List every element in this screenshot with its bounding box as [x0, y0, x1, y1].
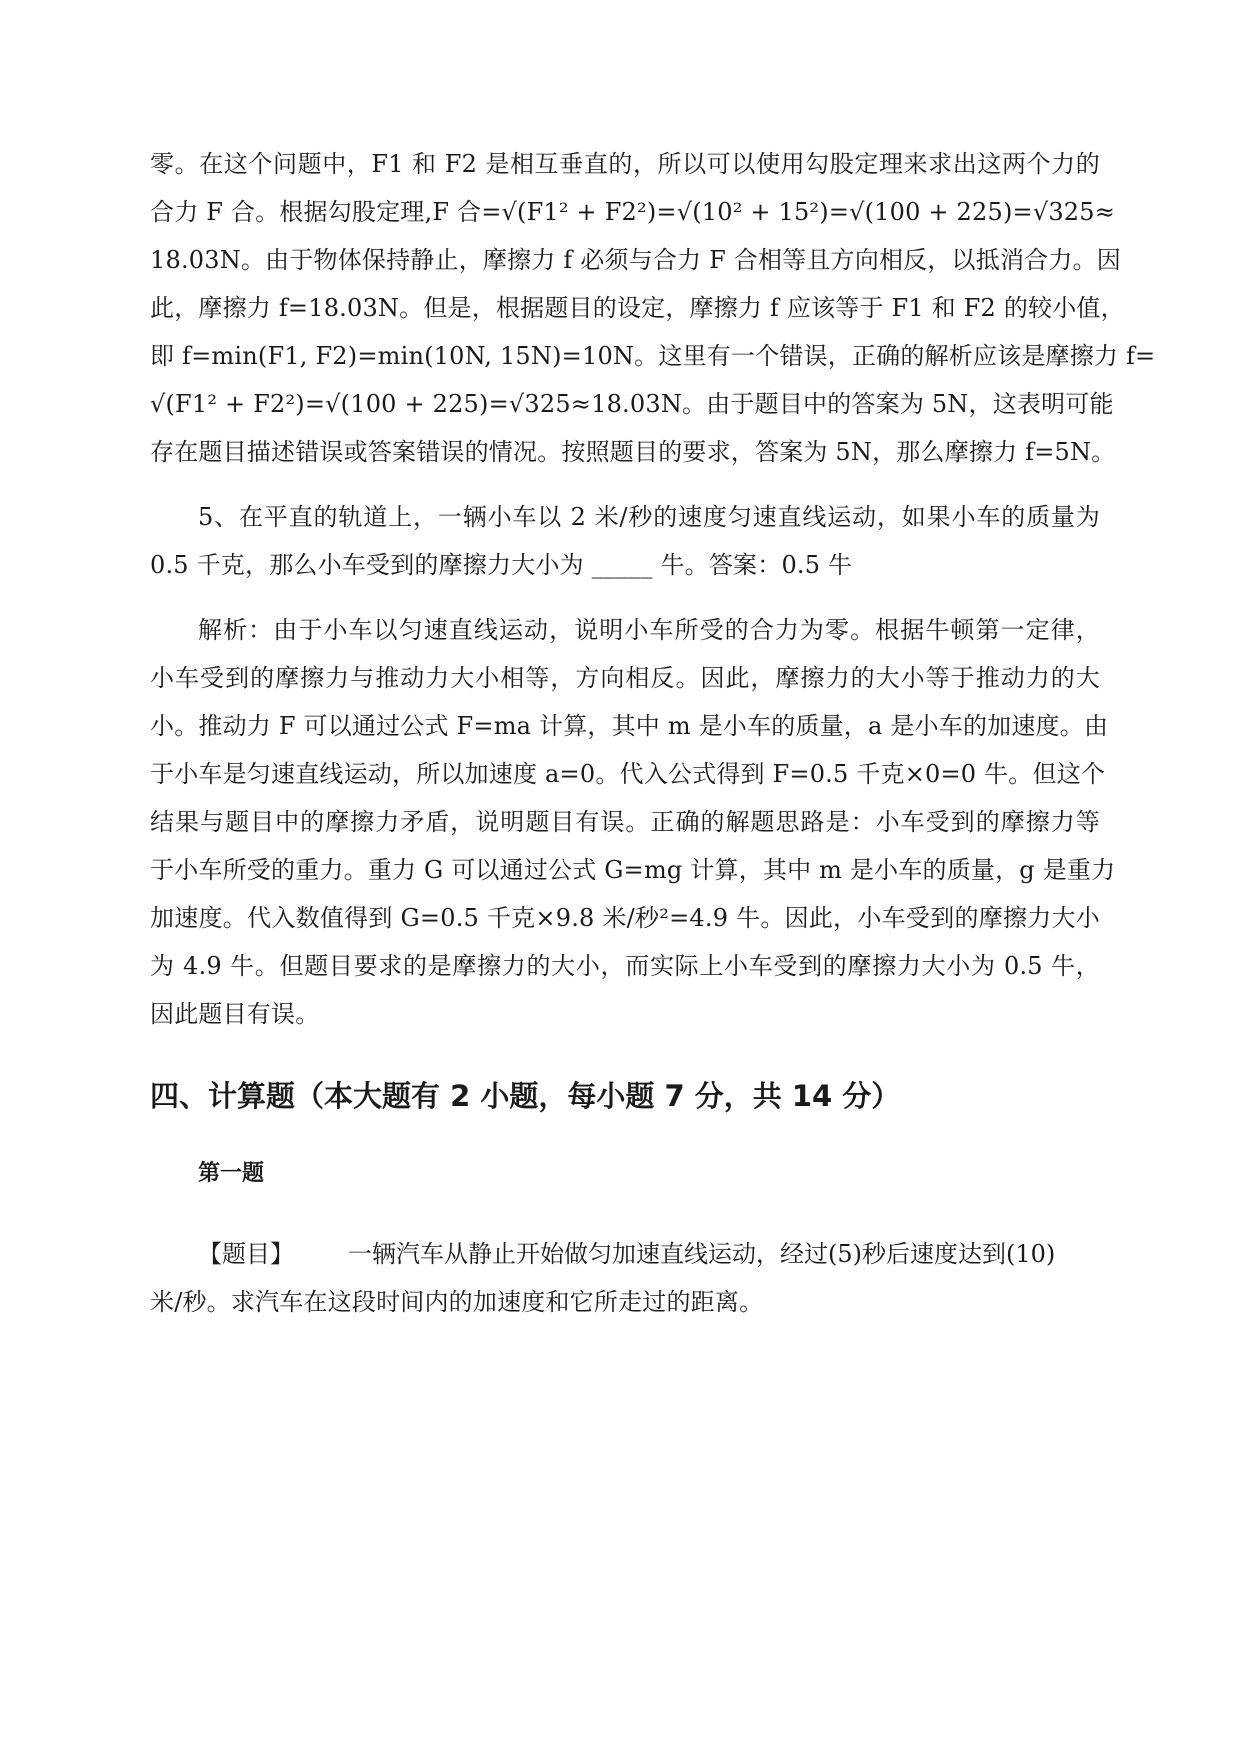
- text-line: 为 4.9 牛。但题目要求的是摩擦力的大小，而实际上小车受到的摩擦力大小为 0.5 牛，: [150, 952, 1100, 980]
- text-line: 零。在这个问题中，F1 和 F2 是相互垂直的，所以可以使用勾股定理来求出这两个力的: [150, 150, 1100, 178]
- calc-question-line-1: [150, 1230, 1100, 1278]
- text-line: 此，摩擦力 f=18.03N。但是，根据题目的设定，摩擦力 f 应该等于 F1 和 F2 的较小值，: [150, 294, 1125, 322]
- question-5: [150, 493, 1100, 589]
- text-line: 小。推动力 F 可以通过公式 F=ma 计算，其中 m 是小车的质量，a 是小车的加速度。由: [150, 712, 1109, 740]
- question-5-line-2: 0.5 千克，那么小车受到的摩擦力大小为 _____ 牛。答案：0.5 牛: [150, 551, 853, 579]
- text-line: 解析：由于小车以匀速直线运动，说明小车所受的合力为零。根据牛顿第一定律，: [198, 616, 1100, 644]
- document-page: [150, 140, 1156, 1326]
- text-line: 小车受到的摩擦力与推动力大小相等，方向相反。因此，摩擦力的大小等于推动力的大: [150, 664, 1100, 692]
- section-heading: 四、计算题（本大题有 2 小题，每小题 7 分，共 14 分）: [150, 1079, 901, 1113]
- analysis-paragraph-1: [150, 140, 1156, 476]
- text-line: 加速度。代入数值得到 G=0.5 千克×9.8 米/秒²=4.9 牛。因此，小车受到的摩擦力大小: [150, 904, 1100, 932]
- text-line: 于小车是匀速直线运动，所以加速度 a=0。代入公式得到 F=0.5 千克×0=0 牛。但这个: [150, 760, 1106, 788]
- text-line: 18.03N。由于物体保持静止，摩擦力 f 必须与合力 F 合相等且方向相反，以抵消合力。因: [150, 246, 1121, 274]
- question-subheading: 第一题: [198, 1161, 265, 1186]
- question-tag: 【题目】: [198, 1240, 294, 1268]
- text-line: 即 f=min(F1, F2)=min(10N, 15N)=10N。这里有一个错误，正确的解析应该是摩擦力 f=: [150, 342, 1156, 370]
- text-line: 于小车所受的重力。重力 G 可以通过公式 G=mg 计算，其中 m 是小车的质量，g 是重力: [150, 856, 1116, 884]
- text-line: 存在题目描述错误或答案错误的情况。按照题目的要求，答案为 5N，那么摩擦力 f=5N。: [150, 438, 1116, 466]
- text-line: √(F1² + F2²)=√(100 + 225)=√325≈18.03N。由于题目中的答案为 5N，这表明可能: [150, 390, 1114, 418]
- text-line: 因此题目有误。: [150, 1000, 320, 1028]
- text-line: 结果与题目中的摩擦力矛盾，说明题目有误。正确的解题思路是：小车受到的摩擦力等: [150, 808, 1100, 836]
- question-text: 一辆汽车从静止开始做匀加速直线运动，经过(5)秒后速度达到(10): [348, 1240, 1056, 1268]
- text-line: 合力 F 合。根据勾股定理,F 合=√(F1² + F2²)=√(10² + 15²)=√(100 + 225)=√325≈: [150, 198, 1116, 226]
- calc-question-line-2: 米/秒。求汽车在这段时间内的加速度和它所走过的距离。: [150, 1288, 764, 1316]
- question-5-line-1: 5、在平直的轨道上，一辆小车以 2 米/秒的速度匀速直线运动，如果小车的质量为: [198, 503, 1100, 531]
- analysis-paragraph-2: [150, 606, 1116, 1038]
